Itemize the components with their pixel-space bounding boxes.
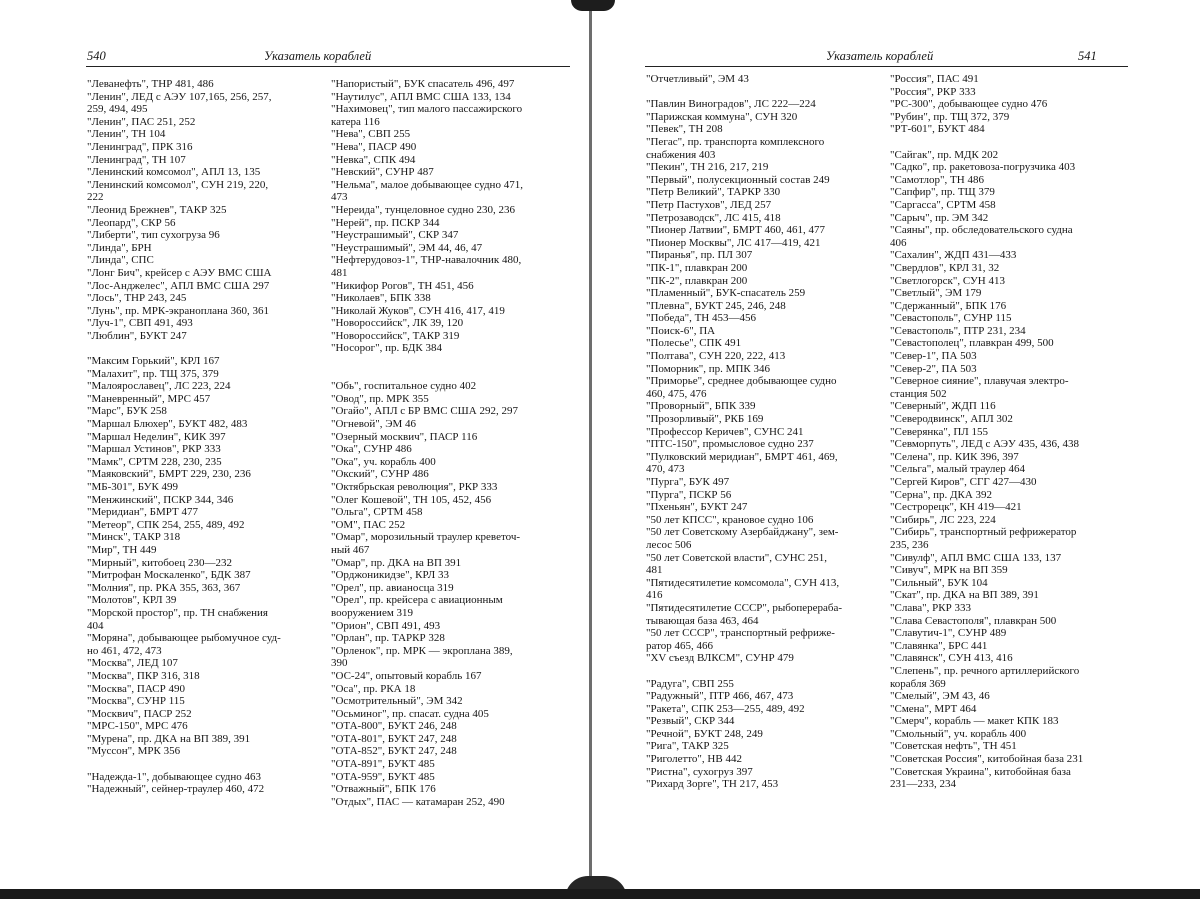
index-entry: "Меридиан", БМРТ 477 — [87, 506, 198, 519]
index-entry: "Севморпуть", ЛЕД с АЭУ 435, 436, 438 — [890, 438, 1080, 451]
entry-gap — [646, 86, 886, 99]
index-entry: "Октябрьская революция", РКР 333 — [331, 481, 498, 493]
index-entry: "Пурга", ПСКР 56 — [646, 488, 732, 501]
index-entry: "Мир", ТН 449 — [87, 543, 157, 556]
index-entry: "Лос-Анджелес", АПЛ ВМС США 297 — [87, 279, 270, 292]
index-entry: "Слава", РКР 333 — [890, 601, 971, 614]
index-entry: "Радужный", ПТР 466, 467, 473 — [646, 690, 794, 703]
index-entry: 390 — [331, 657, 348, 670]
index-entry: "Орленок", пр. МРК — экроплана 389, — [331, 644, 513, 657]
index-entry: "Проворный", БПК 339 — [646, 400, 756, 413]
index-entry: "50 лет Советской власти", СУНС 251, — [646, 551, 828, 564]
index-entry: "XV съезд ВЛКСМ", СУНР 479 — [646, 652, 794, 665]
index-entry: "Ленин", ПАС 251, 252 — [87, 115, 196, 128]
entry-gap — [890, 136, 1130, 149]
header-rule — [645, 66, 1128, 67]
index-entry: "Орел", пр. крейсера с авиационным — [331, 594, 503, 607]
index-entry: тывающая база 463, 464 — [646, 614, 759, 627]
index-entry: "Озерный москвич", ПАСР 116 — [331, 430, 478, 443]
index-entry: "Люблин", БУКТ 247 — [87, 329, 187, 342]
index-entry: "Смелый", ЭМ 43, 46 — [890, 690, 990, 703]
index-entry: "Пекин", ТН 216, 217, 219 — [646, 161, 769, 174]
left-page-header — [0, 49, 589, 65]
index-entry: "Орлан", пр. ТАРКР 328 — [331, 632, 445, 645]
index-entry: "Пионер Латвии", БМРТ 460, 461, 477 — [646, 224, 825, 237]
entry-gap — [87, 342, 325, 355]
index-entry: "Осьминог", пр. спасат. судна 405 — [331, 707, 489, 720]
index-entry: катера 116 — [331, 115, 380, 128]
index-entry: "Максим Горький", КРЛ 167 — [87, 355, 220, 368]
index-entry: "Лунь", пр. МРК-экраноплана 360, 361 — [87, 304, 269, 317]
index-entry: "Огайо", АПЛ с БР ВМС США 292, 297 — [331, 405, 518, 418]
index-entry: "Марс", БУК 258 — [87, 405, 167, 418]
index-entry: "Обь", госпитальное судно 402 — [331, 380, 477, 393]
index-entry: "Северное сияние", плавучая электро- — [890, 375, 1069, 388]
index-entry: "Скат", пр. ДКА на ВП 389, 391 — [890, 589, 1039, 602]
index-entry: 470, 473 — [646, 463, 685, 476]
index-entry: "Осмотрительный", ЭМ 342 — [331, 695, 463, 708]
header-rule — [86, 66, 570, 67]
index-entry: "Овод", пр. МРК 355 — [331, 392, 429, 405]
entry-gap — [331, 355, 571, 368]
index-entry: "Напористый", БУК спасатель 496, 497 — [331, 78, 515, 90]
index-entry: 404 — [87, 619, 104, 632]
index-entry: "Маяковский", БМРТ 229, 230, 236 — [87, 468, 251, 481]
index-entry: "ОМ", ПАС 252 — [331, 518, 406, 531]
index-entry: "Менжинский", ПСКР 344, 346 — [87, 493, 234, 506]
index-entry: "Нахимовец", тип малого пассажирского — [331, 103, 523, 116]
index-entry: "Омар", пр. ДКА на ВП 391 — [331, 556, 462, 569]
index-entry: "Сдержанный", БПК 176 — [890, 299, 1007, 312]
index-entry: "Сайгак", пр. МДК 202 — [890, 148, 999, 161]
index-entry: "Ленинский комсомол", АПЛ 13, 135 — [87, 166, 261, 179]
index-entry: "Смена", МРТ 464 — [890, 702, 977, 715]
index-entry: "Ленинский комсомол", СУН 219, 220, — [87, 178, 269, 191]
index-entry: "ОТА-800", БУКТ 246, 248 — [331, 720, 457, 733]
index-entry: "Пятидесятилетие СССР", рыбоперерабa- — [646, 601, 843, 614]
index-entry: "Славянка", БРС 441 — [890, 639, 988, 652]
index-entry: 481 — [331, 266, 348, 279]
index-entry: "Мурена", пр. ДКА на ВП 389, 391 — [87, 732, 251, 745]
index-entry: "Невка", СПК 494 — [331, 153, 416, 166]
index-entry: "Смерч", корабль — макет КПК 183 — [890, 715, 1059, 728]
index-entry: "Севастополь", СУНР 115 — [890, 312, 1012, 325]
index-entry: "Петр Великий", ТАРКР 330 — [646, 186, 781, 199]
book-binding — [589, 0, 592, 899]
index-entry: "Николай Жуков", СУН 416, 417, 419 — [331, 304, 505, 317]
index-entry: 473 — [331, 191, 348, 204]
index-entry: "Окский", СУНР 486 — [331, 468, 429, 481]
index-entry: "Николаев", БПК 338 — [331, 292, 431, 305]
index-entry: "Москва", ПКР 316, 318 — [87, 669, 200, 682]
index-entry: "Мамк", СРТМ 228, 230, 235 — [87, 455, 222, 468]
index-entry: "Павлин Виноградов", ЛС 222—224 — [646, 98, 816, 111]
index-entry: "Светлогорск", СУН 413 — [890, 274, 1005, 287]
index-entry: "Маневренный", МРС 457 — [87, 392, 211, 405]
index-entry: "Никифор Рогов", ТН 451, 456 — [331, 279, 474, 292]
index-entry: "Леонид Брежнев", ТАКР 325 — [87, 203, 227, 216]
page-number: 541 — [1078, 49, 1097, 63]
index-entry: "Севастополец", плавкран 499, 500 — [890, 337, 1054, 350]
index-entry: "Малахит", пр. ТЩ 375, 379 — [87, 367, 219, 380]
index-entry: "МРС-150", МРС 476 — [87, 720, 188, 733]
index-entry: "Ока", уч. корабль 400 — [331, 455, 436, 468]
index-entry: "Олег Кошевой", ТН 105, 452, 456 — [331, 493, 492, 506]
index-entry: "Моряна", добывающее рыбомучное суд- — [87, 632, 281, 645]
index-entry: "Садко", пр. ракетовоза-погрузчика 403 — [890, 161, 1076, 174]
index-entry: "Неустрашимый", ЭМ 44, 46, 47 — [331, 241, 483, 254]
index-entry: ратор 465, 466 — [646, 639, 714, 652]
index-entry: "Орион", СВП 491, 493 — [331, 619, 441, 632]
index-entry: "Новороссийск", ТАКР 319 — [331, 329, 460, 342]
index-entry: "50 лет КПСС", крановое судно 106 — [646, 513, 814, 526]
index-entry: снабжения 403 — [646, 148, 716, 161]
index-column — [331, 78, 571, 808]
index-entry: "Профессор Керичев", СУНС 241 — [646, 425, 804, 438]
index-entry: лесос 506 — [646, 538, 692, 551]
index-entry: "Нереида", тунцеловное судно 230, 236 — [331, 203, 515, 216]
index-entry: "Москва", ЛЕД 107 — [87, 657, 178, 670]
index-entry: "Сивулф", АПЛ ВМС США 133, 137 — [890, 551, 1062, 564]
index-entry: "Певек", ТН 208 — [646, 123, 723, 136]
index-entry: "ОТА-852", БУКТ 247, 248 — [331, 745, 457, 758]
index-entry: "Ока", СУНР 486 — [331, 443, 412, 456]
index-entry: "Невский", СУНР 487 — [331, 166, 434, 179]
index-entry: "РС-300", добывающее судно 476 — [890, 98, 1048, 111]
index-entry: "ОТА-959", БУКТ 485 — [331, 770, 435, 783]
index-entry: "Полтава", СУН 220, 222, 413 — [646, 350, 786, 363]
index-entry: "Светлый", ЭМ 179 — [890, 287, 982, 300]
entry-gap — [331, 368, 571, 381]
index-entry: "Славутич-1", СУНР 489 — [890, 627, 1007, 640]
index-entry: "Рихард Зорге", ТН 217, 453 — [646, 778, 779, 791]
index-entry: "Сильный", БУК 104 — [890, 576, 988, 589]
index-entry: "Северянка", ПЛ 155 — [890, 425, 989, 438]
index-entry: "Плевна", БУКТ 245, 246, 248 — [646, 299, 786, 312]
index-entry: "Приморье", среднее добывающее судно — [646, 375, 837, 388]
index-entry: "Северодвинск", АПЛ 302 — [890, 413, 1013, 426]
index-entry: вооружением 319 — [331, 606, 414, 619]
index-entry: "Нефтерудовоз-1", ТНР-навалочник 480, — [331, 254, 522, 267]
index-entry: "Ленин", ТН 104 — [87, 128, 166, 141]
index-entry: "Неустрашимый", СКР 347 — [331, 229, 459, 242]
index-entry: "Пятидесятилетие комсомола", СУН 413, — [646, 576, 840, 589]
index-entry: "Парижская коммуна", СУН 320 — [646, 110, 798, 123]
index-entry: "Сапфир", пр. ТЩ 379 — [890, 186, 995, 199]
index-entry: "Огневой", ЭМ 46 — [331, 418, 417, 431]
index-entry: "Нерей", пр. ПСКР 344 — [331, 216, 440, 229]
index-entry: "Ленин", ЛЕД с АЭУ 107,165, 256, 257, — [87, 90, 272, 103]
index-entry: 259, 494, 495 — [87, 103, 148, 116]
index-entry: "Орджоникидзе", КРЛ 33 — [331, 569, 450, 582]
index-entry: "50 лет Советскому Азербайджану", зем- — [646, 526, 839, 539]
running-head: Указатель кораблей — [826, 49, 934, 63]
index-entry: "Петр Пастухов", ЛЕД 257 — [646, 198, 772, 211]
index-entry: "Первый", полусекционный состав 249 — [646, 173, 830, 186]
index-entry: "Ракета", СПК 253—255, 489, 492 — [646, 702, 805, 715]
index-entry: "Леванефть", ТНР 481, 486 — [87, 78, 214, 90]
index-entry: но 461, 472, 473 — [87, 644, 162, 657]
index-entry: "Лось", ТНР 243, 245 — [87, 292, 187, 305]
entry-gap — [646, 665, 886, 678]
index-entry: "Лонг Бич", крейсер с АЭУ ВМС США — [87, 266, 272, 279]
index-entry: "Отчетливый", ЭМ 43 — [646, 73, 749, 85]
index-entry: "Отважный", БПК 176 — [331, 783, 436, 796]
index-entry: "Славянск", СУН 413, 416 — [890, 652, 1013, 665]
index-entry: 406 — [890, 236, 907, 249]
index-entry: "ПК-2", плавкран 200 — [646, 274, 748, 287]
index-entry: "Прозорливый", РКБ 169 — [646, 413, 764, 426]
page-number: 540 — [87, 49, 106, 63]
index-entry: "Надежда-1", добывающее судно 463 — [87, 770, 262, 783]
index-entry: "Россия", ПАС 491 — [890, 73, 979, 85]
index-entry: 222 — [87, 191, 104, 204]
index-entry: "Смольный", уч. корабль 400 — [890, 727, 1027, 740]
index-entry: "Морской простор", пр. ТН снабжения — [87, 606, 268, 619]
index-entry: "Новороссийск", ЛК 39, 120 — [331, 317, 464, 330]
index-column — [87, 78, 325, 796]
index-entry: "Либерти", тип сухогруза 96 — [87, 229, 220, 242]
index-entry: "Ленинград", ТН 107 — [87, 153, 186, 166]
index-entry: "Москва", СУНР 115 — [87, 695, 185, 708]
index-entry: "Маршал Неделин", КИК 397 — [87, 430, 226, 443]
index-entry: "Мирный", китобоец 230—232 — [87, 556, 232, 569]
index-entry: "Слепень", пр. речного артиллерийского — [890, 664, 1080, 677]
index-entry: "Маршал Блюхер", БУКТ 482, 483 — [87, 418, 248, 431]
index-entry: "Пламенный", БУК-спасатель 259 — [646, 287, 806, 300]
index-entry: "Победа", ТН 453—456 — [646, 312, 757, 325]
index-entry: 235, 236 — [890, 538, 929, 551]
index-entry: "Рубин", пр. ТЩ 372, 379 — [890, 110, 1010, 123]
index-entry: "Надежный", сейнер-траулер 460, 472 — [87, 783, 265, 796]
index-entry: "Северный", ЖДП 116 — [890, 400, 996, 413]
index-entry: "Молния", пр. РКА 355, 363, 367 — [87, 581, 241, 594]
index-entry: "Пулковский меридиан", БМРТ 461, 469, — [646, 450, 838, 463]
index-entry: "Серна", пр. ДКА 392 — [890, 488, 993, 501]
right-page-header — [592, 49, 1200, 65]
index-entry: "Свердлов", КРЛ 31, 32 — [890, 261, 1000, 274]
index-entry: "Пхеньян", БУКТ 247 — [646, 501, 748, 514]
index-entry: "Селена", пр. КИК 396, 397 — [890, 450, 1019, 463]
binding-shadow-top — [571, 0, 615, 11]
index-entry: "Орел", пр. авианосца 319 — [331, 581, 454, 594]
index-entry: "Петрозаводск", ЛС 415, 418 — [646, 211, 781, 224]
index-entry: "Сибирь", транспортный рефрижератор — [890, 526, 1077, 539]
index-entry: "Метеор", СПК 254, 255, 489, 492 — [87, 518, 245, 531]
index-column — [890, 73, 1130, 791]
index-entry: "Нева", ПАСР 490 — [331, 140, 417, 153]
index-entry: 481 — [646, 564, 663, 577]
index-entry: "Риголетто", НВ 442 — [646, 753, 742, 766]
index-entry: "Поиск-6", ПА — [646, 324, 716, 337]
index-entry: 460, 475, 476 — [646, 387, 707, 400]
index-entry: "Советская Украина", китобойная база — [890, 765, 1071, 778]
index-entry: "Нева", СВП 255 — [331, 128, 411, 141]
index-entry: "Муссон", МРК 356 — [87, 745, 181, 758]
index-entry: "Советская Россия", китобойная база 231 — [890, 753, 1084, 766]
entry-gap — [87, 758, 325, 771]
index-entry: "Север-1", ПА 503 — [890, 350, 977, 363]
index-entry: "Сивуч", МРК на ВП 359 — [890, 564, 1008, 577]
index-entry: "Сельга", малый траулер 464 — [890, 463, 1026, 476]
index-entry: "Полесье", СПК 491 — [646, 337, 742, 350]
index-entry: "Линда", БРН — [87, 241, 152, 254]
index-entry: "Малоярославец", ЛС 223, 224 — [87, 380, 231, 393]
index-entry: ный 467 — [331, 543, 370, 556]
index-entry: "Нельма", малое добывающее судно 471, — [331, 178, 523, 191]
index-entry: "Носорог", пр. БДК 384 — [331, 342, 442, 355]
index-entry: "Оса", пр. РКА 18 — [331, 682, 416, 695]
index-entry: "Речной", БУКТ 248, 249 — [646, 727, 763, 740]
index-entry: "Севастополь", ПТР 231, 234 — [890, 324, 1026, 337]
index-column — [646, 73, 886, 791]
index-entry: "50 лет СССР", транспортный рефриже- — [646, 627, 835, 640]
index-entry: "Саргасса", СРТМ 458 — [890, 198, 996, 211]
index-entry: "Ленинград", ПРК 316 — [87, 140, 193, 153]
index-entry: "Молотов", КРЛ 39 — [87, 594, 177, 607]
index-entry: "Ристна", сухогруз 397 — [646, 765, 753, 778]
index-entry: "Пегас", пр. транспорта комплексного — [646, 135, 825, 148]
index-entry: "Сестрорецк", КН 419—421 — [890, 501, 1022, 514]
index-entry: "МБ-301", БУК 499 — [87, 481, 179, 493]
index-entry: "ПК-1", плавкран 200 — [646, 261, 748, 274]
index-entry: "Омар", морозильный траулер креветоч- — [331, 531, 521, 544]
index-entry: "Наутилус", АПЛ ВМС США 133, 134 — [331, 90, 511, 103]
scan-edge — [0, 889, 1200, 899]
index-entry: "Москвич", ПАСР 252 — [87, 707, 192, 720]
index-entry: "Пурга", БУК 497 — [646, 476, 730, 488]
index-entry: "Сибирь", ЛС 223, 224 — [890, 513, 996, 526]
index-entry: "Митрофан Москаленко", БДК 387 — [87, 569, 251, 582]
index-entry: станция 502 — [890, 387, 947, 400]
index-entry: "Леопард", СКР 56 — [87, 216, 176, 229]
index-entry: "Рига", ТАКР 325 — [646, 740, 729, 753]
index-entry: "Слава Севастополя", плавкран 500 — [890, 614, 1057, 627]
index-entry: "Маршал Устинов", РКР 333 — [87, 443, 221, 456]
index-entry: "РТ-601", БУКТ 484 — [890, 123, 985, 136]
index-entry: "Москва", ПАСР 490 — [87, 682, 185, 695]
running-head: Указатель кораблей — [264, 49, 372, 63]
index-entry: 416 — [646, 589, 663, 602]
index-entry: "Минск", ТАКР 318 — [87, 531, 181, 544]
index-entry: "Сахалин", ЖДП 431—433 — [890, 249, 1017, 262]
index-entry: "Линда", СПС — [87, 254, 154, 267]
index-entry: 231—233, 234 — [890, 778, 956, 791]
index-entry: "Самотлор", ТН 486 — [890, 173, 984, 186]
index-entry: "Радуга", СВП 255 — [646, 677, 734, 690]
index-entry: "Луч-1", СВП 491, 493 — [87, 317, 193, 330]
index-entry: "ОТА-891", БУКТ 485 — [331, 758, 435, 771]
index-entry: "ПТС-150", промысловое судно 237 — [646, 438, 814, 451]
index-entry: "Север-2", ПА 503 — [890, 362, 977, 375]
index-entry: корабля 369 — [890, 677, 946, 690]
index-entry: "Отдых", ПАС — катамаран 252, 490 — [331, 795, 505, 808]
index-entry: "Сергей Киров", СГГ 427—430 — [890, 476, 1037, 488]
index-entry: "Пионер Москвы", ЛС 417—419, 421 — [646, 236, 821, 249]
index-entry: "Ольга", СРТМ 458 — [331, 506, 423, 519]
index-entry: "Поморник", пр. МПК 346 — [646, 362, 770, 375]
index-entry: "ОТА-801", БУКТ 247, 248 — [331, 732, 457, 745]
index-entry: "Пиранья", пр. ПЛ 307 — [646, 249, 753, 262]
index-entry: "ОС-24", опытовый корабль 167 — [331, 669, 482, 682]
index-entry: "Резвый", СКР 344 — [646, 715, 735, 728]
index-entry: "Россия", РКР 333 — [890, 85, 976, 98]
index-entry: "Советская нефть", ТН 451 — [890, 740, 1017, 753]
index-entry: "Саяны", пр. обследовательского судна — [890, 224, 1073, 237]
index-entry: "Сарыч", пр. ЭМ 342 — [890, 211, 989, 224]
